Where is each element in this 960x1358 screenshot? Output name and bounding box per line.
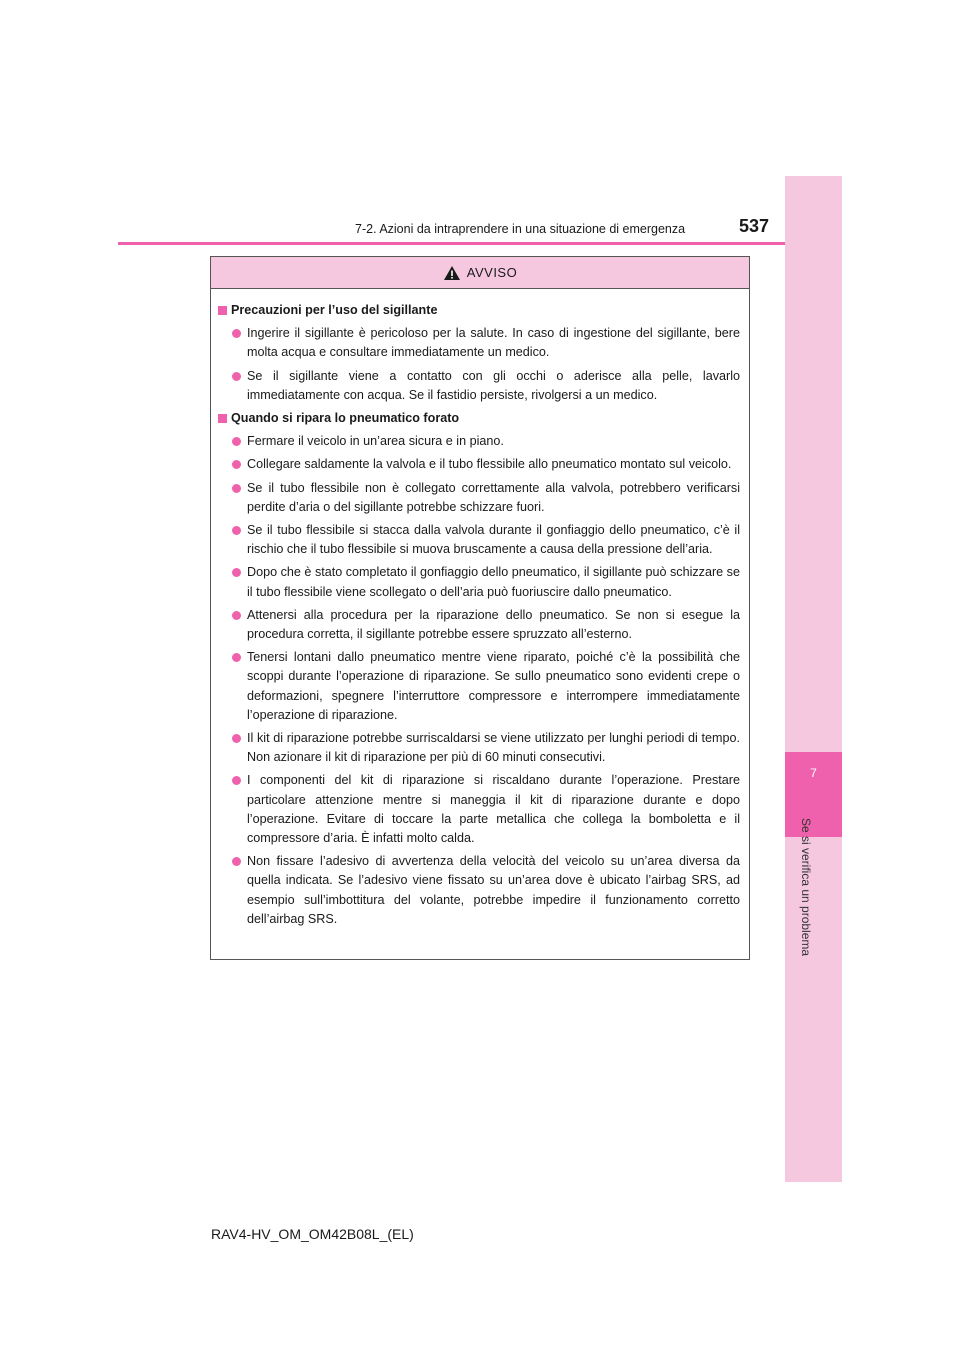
bullet-item xyxy=(218,432,740,451)
bullet-item xyxy=(218,367,740,405)
bullet-item xyxy=(218,563,740,601)
bullet-text: Il kit di riparazione potrebbe surriscaldarsi se viene utilizzato per lunghi periodi di tempo. Non azionare il kit di riparazione per più di 60 minuti consecutivi. xyxy=(247,731,740,765)
warning-triangle-icon xyxy=(443,265,461,281)
circle-bullet-icon xyxy=(232,611,241,620)
bullet-text: Se il sigillante viene a contatto con gli occhi o aderisce alla pelle, lavarlo immediatamente con acqua. Se il fastidio persiste, rivolgersi a un medico. xyxy=(247,368,740,402)
header-rule xyxy=(118,242,785,245)
bullet-item xyxy=(218,771,740,848)
circle-bullet-icon xyxy=(232,329,241,338)
bullet-item xyxy=(218,521,740,559)
circle-bullet-icon xyxy=(232,372,241,381)
circle-bullet-icon xyxy=(232,857,241,866)
bullet-item xyxy=(218,324,740,362)
circle-bullet-icon xyxy=(232,734,241,743)
bullet-text: Dopo che è stato completato il gonfiaggio dello pneumatico, il sigillante può schizzare se il tubo flessibile viene scollegato o dell’aria può fuoriuscire dallo pneumatico. xyxy=(247,565,740,599)
bullet-item xyxy=(218,455,740,474)
bullet-text: I componenti del kit di riparazione si riscaldano durante l’operazione. Prestare particolare attenzione mentre si maneggia il kit di riparazione durante e dopo l’operazione. Evitare di toccare la parte metallica che collega la bomboletta e il compressore d’aria. È infatti molto calda. xyxy=(247,773,740,846)
circle-bullet-icon xyxy=(232,568,241,577)
section-title: 7-2. Azioni da intraprendere in una situazione di emergenza xyxy=(355,222,686,236)
warning-header xyxy=(211,257,749,289)
warning-body xyxy=(211,289,749,929)
square-bullet-icon xyxy=(218,414,227,423)
document-code: RAV4-HV_OM_OM42B08L_(EL) xyxy=(211,1226,414,1242)
section-heading xyxy=(218,301,740,320)
page-number: 537 xyxy=(739,216,770,236)
section-heading-text: Quando si ripara lo pneumatico forato xyxy=(231,411,460,426)
bullet-item xyxy=(218,606,740,644)
chapter-title-vertical: Se si verifica un problema xyxy=(799,818,813,957)
bullet-text: Collegare saldamente la valvola e il tubo flessibile allo pneumatico montato sul veicolo. xyxy=(247,457,732,472)
warning-box xyxy=(210,256,750,960)
bullet-text: Fermare il veicolo in un’area sicura e in piano. xyxy=(247,434,504,449)
chapter-number: 7 xyxy=(810,766,817,780)
bullet-item xyxy=(218,479,740,517)
bullet-item xyxy=(218,729,740,767)
warning-title: AVVISO xyxy=(466,265,518,280)
circle-bullet-icon xyxy=(232,484,241,493)
bullet-text: Tenersi lontani dallo pneumatico mentre viene riparato, poiché c’è la possibilità che scoppi durante l’operazione di riparazione. Se sullo pneumatico sono evidenti crepe o deformazioni, spegnere l’interruttore compressore e interrompere immediatamente l’operazione di riparazione. xyxy=(247,650,740,722)
circle-bullet-icon xyxy=(232,653,241,662)
circle-bullet-icon xyxy=(232,776,241,785)
circle-bullet-icon xyxy=(232,526,241,535)
bullet-text: Se il tubo flessibile non è collegato correttamente alla valvola, potrebbero verificarsi perdite d’aria o del sigillante potrebbe schizzare fuori. xyxy=(247,480,740,514)
bullet-text: Ingerire il sigillante è pericoloso per la salute. In caso di ingestione del sigillante, bere molta acqua e consultare immediatamente un medico. xyxy=(247,326,740,360)
side-tab-active-chapter[interactable] xyxy=(785,752,842,837)
square-bullet-icon xyxy=(218,306,227,315)
circle-bullet-icon xyxy=(232,437,241,446)
bullet-text: Attenersi alla procedura per la riparazione dello pneumatico. Se non si esegue la procedura corretta, il sigillante potrebbe essere spruzzato all’esterno. xyxy=(247,607,740,642)
section-heading-text: Precauzioni per l’uso del sigillante xyxy=(231,303,438,317)
bullet-text: Se il tubo flessibile si stacca dalla valvola durante il gonfiaggio dello pneumatico, c’è il rischio che il tubo flessibile si muova bruscamente a causa della pressione dell’aria. xyxy=(247,523,740,557)
circle-bullet-icon xyxy=(232,460,241,469)
bullet-item xyxy=(218,852,740,929)
side-tab xyxy=(785,176,842,1182)
section-heading xyxy=(218,409,740,428)
bullet-text: Non fissare l’adesivo di avvertenza della velocità del veicolo su un’area diversa da quella indicata. Se l’adesivo viene fissato su un’area dove è ubicato l’airbag SRS, ad esempio sull’imbottitura del volante, potrebbe impedire il funzionamento corretto dell’airbag SRS. xyxy=(247,854,740,926)
bullet-item xyxy=(218,648,740,725)
